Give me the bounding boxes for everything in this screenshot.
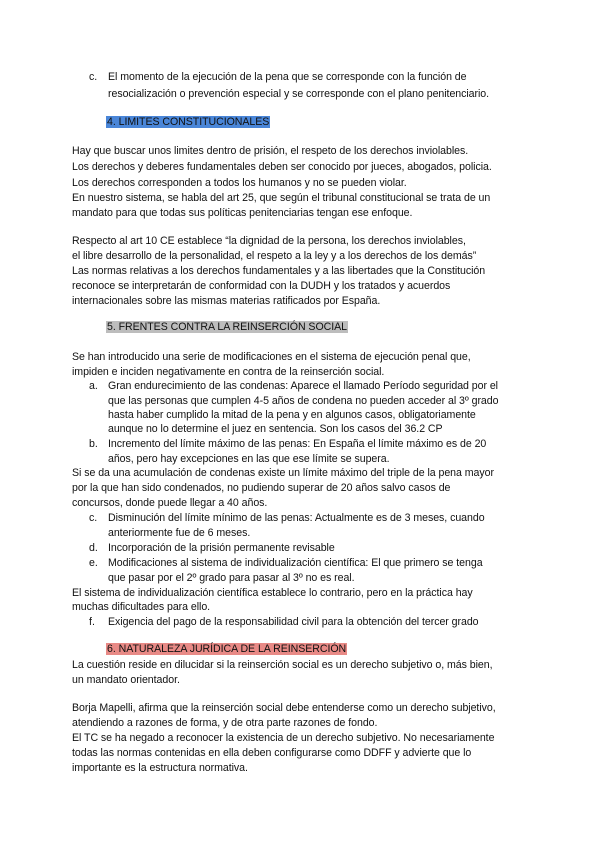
list-item-line: Disminución del límite mínimo de las penas: Actualmente es de 3 meses, cuando bbox=[108, 512, 485, 524]
list-item-line: años, pero hay excepciones en las que ese límite se supera. bbox=[108, 453, 390, 465]
list-item-line: Gran endurecimiento de las condenas: Aparece el llamado Período seguridad por el bbox=[108, 380, 498, 392]
list-marker: d. bbox=[89, 542, 98, 554]
list-item-line: que pasar por el 2º grado para pasar al 3º no es real. bbox=[108, 572, 355, 584]
paragraph-line: internacionales sobre las mismas materias ratificados por España. bbox=[72, 295, 381, 307]
paragraph-line: Hay que buscar unos limites dentro de prisión, el respeto de los derechos inviolables. bbox=[72, 145, 469, 157]
list-item-line: Incremento del límite máximo de las penas: En España el límite máximo es de 20 bbox=[108, 438, 487, 450]
list-marker: f. bbox=[89, 616, 95, 628]
paragraph-line: El TC se ha negado a reconocer la existencia de un derecho subjetivo. No necesariamente bbox=[72, 732, 495, 744]
heading-highlight: 6. NATURALEZA JURÍDICA DE LA REINSERCIÓN bbox=[107, 643, 347, 655]
paragraph-line: el libre desarrollo de la personalidad, el respeto a la ley y a los derechos de los demás” bbox=[72, 250, 477, 262]
paragraph-line: muchas dificultades para ello. bbox=[72, 601, 211, 613]
list-marker: e. bbox=[89, 557, 98, 569]
paragraph-line: En nuestro sistema, se habla del art 25, que según el tribunal constitucional se trata de un bbox=[72, 192, 491, 204]
paragraph-line: atendiendo a razones de forma, y de otra parte razones de fondo. bbox=[72, 717, 378, 729]
paragraph-line: todas las normas contenidas en ella deben configurarse como DDFF y advierte que lo bbox=[72, 747, 472, 759]
paragraph-line: concursos, donde puede llegar a 40 años. bbox=[72, 497, 268, 509]
paragraph-line: reconoce se interpretarán de conformidad con la DUDH y los tratados y acuerdos bbox=[72, 280, 451, 292]
section-heading-5 bbox=[106, 321, 348, 334]
paragraph-line: Los derechos y deberes fundamentales deben ser conocido por jueces, abogados, policia. bbox=[72, 161, 492, 173]
list-marker: c. bbox=[89, 512, 98, 524]
list-marker: c. bbox=[89, 71, 98, 83]
list-item-line: que las personas que cumplen 4-5 años de condena no pueden acceder al 3º grado bbox=[108, 395, 499, 407]
list-item-line: Modificaciones al sistema de individualización científica: El que primero se tenga bbox=[108, 557, 483, 569]
paragraph-line: un mandato orientador. bbox=[72, 674, 180, 686]
paragraph-line: mandato para que todas sus políticas penitenciarias tengan ese enfoque. bbox=[72, 207, 413, 219]
list-item-line: El momento de la ejecución de la pena que se corresponde con la función de bbox=[108, 71, 467, 83]
paragraph-line: Los derechos corresponden a todos los humanos y no se pueden violar. bbox=[72, 177, 407, 189]
paragraph-line: Respecto al art 10 CE establece “la dignidad de la persona, los derechos inviolables, bbox=[72, 235, 466, 247]
paragraph-line: La cuestión reside en dilucidar si la reinserción social es un derecho subjetivo o, más bien, bbox=[72, 659, 493, 671]
list-item-line: Incorporación de la prisión permanente revisable bbox=[108, 542, 335, 554]
paragraph-line: por la que han sido condenados, no pudiendo superar de 20 años salvo casos de bbox=[72, 482, 451, 494]
heading-highlight: 4. LIMITES CONSTITUCIONALES bbox=[107, 116, 270, 128]
section-heading-6 bbox=[106, 643, 347, 656]
paragraph-line: Se han introducido una serie de modificaciones en el sistema de ejecución penal que, bbox=[72, 351, 471, 363]
paragraph-line: Borja Mapelli, afirma que la reinserción social debe entenderse como un derecho subjetivo, bbox=[72, 702, 496, 714]
list-marker: b. bbox=[89, 438, 98, 450]
section-heading-4 bbox=[106, 116, 270, 129]
paragraph-line: Si se da una acumulación de condenas existe un límite máximo del triple de la pena mayor bbox=[72, 467, 494, 479]
list-marker: a. bbox=[89, 380, 98, 392]
list-item-line: Exigencia del pago de la responsabilidad civil para la obtención del tercer grado bbox=[108, 616, 479, 628]
list-item-line: anteriormente fue de 6 meses. bbox=[108, 527, 251, 539]
paragraph-line: impiden e inciden negativamente en contra de la reinserción social. bbox=[72, 366, 385, 378]
paragraph-line: importante es la estructura normativa. bbox=[72, 762, 248, 774]
list-item-line: resocialización o prevención especial y se corresponde con el plano penitenciario. bbox=[108, 88, 490, 100]
heading-highlight: 5. FRENTES CONTRA LA REINSERCIÓN SOCIAL bbox=[107, 321, 347, 333]
list-item-line: hasta haber cumplido la mitad de la pena y en algunos casos, obligatoriamente bbox=[108, 409, 476, 421]
paragraph-line: El sistema de individualización científica establece lo contrario, pero en la práctica hay bbox=[72, 587, 473, 599]
paragraph-line: Las normas relativas a los derechos fundamentales y a las libertades que la Constitución bbox=[72, 265, 486, 277]
list-item-line: aunque no lo determine el juez en sentencia. Son los casos del 36.2 CP bbox=[108, 423, 443, 435]
